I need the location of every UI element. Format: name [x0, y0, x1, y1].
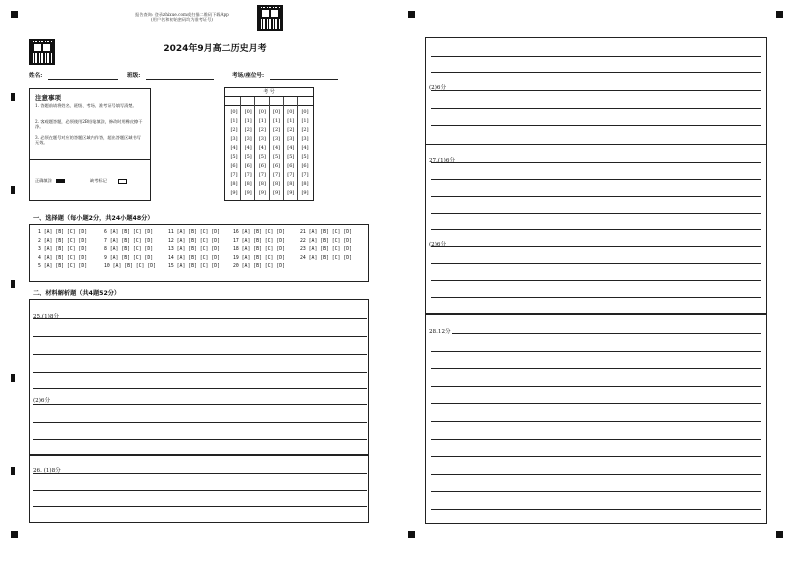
mc-question-group	[168, 229, 220, 272]
mc-question-row[interactable]: 7 [A] [B] [C] [D]	[104, 238, 154, 244]
exam-digit-bubble[interactable]: [7]	[273, 172, 281, 178]
exam-number-column	[228, 108, 240, 198]
answer-line	[431, 491, 761, 492]
mc-answer-box	[29, 224, 369, 282]
mc-question-row[interactable]: 23 [A] [B] [C] [D]	[300, 247, 352, 253]
answer-line	[431, 368, 761, 369]
answer-box-25	[29, 299, 369, 455]
answer-line	[431, 509, 761, 510]
mc-question-row[interactable]: 3 [A] [B] [C] [D]	[38, 247, 88, 253]
name-field[interactable]	[29, 72, 118, 80]
exam-digit-bubble[interactable]: [0]	[258, 109, 266, 115]
report-note-line2: (用户名和初始密码均为准考证号)	[151, 17, 213, 22]
section1-title: 一、选择题（每小题2分，共24小题48分）	[33, 215, 154, 222]
exam-digit-bubble[interactable]: [9]	[301, 190, 309, 196]
notice-item: 2. 客观题答题，必须使用2B铅笔填涂，修改时用橡皮擦干净。	[35, 119, 143, 129]
exam-digit-bubble[interactable]: [6]	[230, 163, 238, 169]
answer-line	[431, 386, 761, 387]
answer-box-26-continued	[425, 37, 767, 145]
q25-1-label: 25.(1)8分	[33, 314, 59, 320]
absent-mark-label: 缺考标记	[90, 178, 127, 184]
mc-question-row[interactable]: 16 [A] [B] [C] [D]	[233, 230, 285, 235]
registration-mark	[11, 531, 18, 538]
exam-digit-bubble[interactable]: [6]	[273, 163, 281, 169]
answer-line	[431, 439, 761, 440]
answer-line	[431, 456, 761, 457]
exam-digit-bubble[interactable]: [2]	[301, 127, 309, 133]
exam-digit-bubble[interactable]: [3]	[244, 136, 252, 142]
exam-digit-bubble[interactable]: [9]	[244, 190, 252, 196]
notice-title: 注意事项	[35, 94, 61, 102]
exam-digit-bubble[interactable]: [4]	[230, 145, 238, 151]
mc-question-row[interactable]: 22 [A] [B] [C] [D]	[300, 238, 352, 244]
exam-title: 2024年9月高二历史月考	[163, 44, 267, 54]
exam-digit-bubble[interactable]: [6]	[301, 163, 309, 169]
answer-line	[431, 351, 761, 352]
answer-line	[431, 333, 761, 334]
exam-digit-bubble[interactable]: [8]	[258, 181, 266, 187]
class-label: 班级:	[127, 73, 141, 79]
mc-question-row[interactable]: 5 [A] [B] [C] [D]	[38, 264, 88, 270]
exam-digit-bubble[interactable]: [4]	[273, 145, 281, 151]
mc-question-row[interactable]: 8 [A] [B] [C] [D]	[104, 247, 154, 253]
exam-digit-bubble[interactable]: [8]	[301, 181, 309, 187]
answer-line	[431, 474, 761, 475]
exam-digit-bubble[interactable]: [5]	[287, 154, 295, 160]
absent-mark-box[interactable]	[118, 179, 127, 184]
exam-digit-bubble[interactable]: [5]	[258, 154, 266, 160]
answer-box-27	[425, 144, 767, 314]
exam-digit-bubble[interactable]: [1]	[301, 118, 309, 124]
mc-question-row[interactable]: 17 [A] [B] [C] [D]	[233, 238, 285, 244]
exam-digit-bubble[interactable]: [5]	[230, 154, 238, 160]
exam-digit-bubble[interactable]: [4]	[258, 145, 266, 151]
mc-question-row[interactable]: 11 [A] [B] [C] [D]	[168, 230, 220, 235]
notice-box	[29, 88, 151, 201]
exam-digit-bubble[interactable]: [1]	[258, 118, 266, 124]
exam-digit-bubble[interactable]: [9]	[230, 190, 238, 196]
exam-digit-bubble[interactable]: [7]	[258, 172, 266, 178]
exam-digit-bubble[interactable]: [3]	[258, 136, 266, 142]
mc-question-row[interactable]: 1 [A] [B] [C] [D]	[38, 230, 88, 235]
exam-number-column	[271, 108, 283, 198]
mc-question-group	[38, 229, 87, 272]
exam-digit-bubble[interactable]: [4]	[287, 145, 295, 151]
exam-digit-bubble[interactable]: [4]	[301, 145, 309, 151]
qr-code-top	[257, 5, 283, 31]
q28-label: 28.12分	[429, 329, 451, 335]
timing-mark	[11, 467, 15, 475]
exam-digit-bubble[interactable]: [2]	[287, 127, 295, 133]
exam-digit-bubble[interactable]: [1]	[287, 118, 295, 124]
exam-digit-bubble[interactable]: [6]	[244, 163, 252, 169]
exam-digit-bubble[interactable]: [8]	[230, 181, 238, 187]
mc-question-row[interactable]: 12 [A] [B] [C] [D]	[168, 238, 220, 244]
q26-2-label: (2)6分	[429, 85, 447, 91]
mc-question-row[interactable]: 21 [A] [B] [C] [D]	[300, 230, 352, 235]
mc-question-row[interactable]: 9 [A] [B] [C] [D]	[104, 255, 154, 261]
answer-line	[431, 421, 761, 422]
report-note-line1: 报告查询: 登录zhixue.com或扫描二维码下载App	[135, 12, 229, 17]
exam-number-column	[285, 108, 297, 198]
exam-digit-bubble[interactable]: [8]	[273, 181, 281, 187]
q27-2-label: (2)6分	[429, 242, 447, 248]
exam-digit-bubble[interactable]: [7]	[230, 172, 238, 178]
exam-digit-bubble[interactable]: [3]	[230, 136, 238, 142]
exam-digit-bubble[interactable]: [4]	[244, 145, 252, 151]
report-note	[112, 12, 252, 22]
notice-item: 1. 答题前请将姓名、班级、考场、准考证号填写清楚。	[35, 103, 137, 108]
exam-digit-bubble[interactable]: [3]	[273, 136, 281, 142]
exam-digit-bubble[interactable]: [9]	[287, 190, 295, 196]
q27-1-label: 27.(1)6分	[429, 158, 455, 164]
exam-digit-bubble[interactable]: [0]	[244, 109, 252, 115]
exam-digit-bubble[interactable]: [9]	[273, 190, 281, 196]
exam-number-header: 考 号	[225, 88, 313, 97]
mc-question-row[interactable]: 15 [A] [B] [C] [D]	[168, 264, 220, 270]
class-field[interactable]	[127, 72, 214, 80]
registration-mark	[776, 531, 783, 538]
registration-mark	[11, 11, 18, 18]
qr-code-left	[29, 39, 55, 65]
exam-digit-bubble[interactable]: [0]	[287, 109, 295, 115]
registration-mark	[776, 11, 783, 18]
mc-question-row[interactable]: 13 [A] [B] [C] [D]	[168, 247, 220, 253]
mc-question-row[interactable]: 10 [A] [B] [C] [D]	[104, 264, 156, 270]
mc-question-row[interactable]: 4 [A] [B] [C] [D]	[38, 255, 88, 261]
mc-question-group	[233, 229, 285, 272]
exam-number-column	[242, 108, 254, 198]
answer-box-26	[29, 455, 369, 523]
exam-digit-bubble[interactable]: [6]	[287, 163, 295, 169]
q26-1-label: 26. (1)8分	[33, 468, 61, 474]
room-seat-field[interactable]	[232, 72, 338, 80]
exam-number-column	[256, 108, 268, 198]
exam-digit-bubble[interactable]: [5]	[244, 154, 252, 160]
correct-fill-label: 正确填涂	[35, 178, 65, 183]
mc-question-row[interactable]: 20 [A] [B] [C] [D]	[233, 264, 285, 270]
exam-digit-bubble[interactable]: [8]	[287, 181, 295, 187]
exam-digit-bubble[interactable]: [7]	[244, 172, 252, 178]
exam-digit-bubble[interactable]: [3]	[301, 136, 309, 142]
exam-digit-bubble[interactable]: [2]	[273, 127, 281, 133]
exam-digit-bubble[interactable]: [8]	[244, 181, 252, 187]
q25-2-label: (2)6分	[33, 398, 51, 404]
exam-digit-bubble[interactable]: [1]	[273, 118, 281, 124]
answer-box-28	[425, 314, 767, 524]
exam-digit-bubble[interactable]: [7]	[301, 172, 309, 178]
exam-digit-bubble[interactable]: [0]	[230, 109, 238, 115]
exam-number-grid	[224, 87, 314, 201]
mc-question-row[interactable]: 24 [A] [B] [C] [D]	[300, 255, 352, 261]
exam-digit-bubble[interactable]: [2]	[258, 127, 266, 133]
mc-question-group	[104, 229, 156, 272]
timing-mark	[11, 374, 15, 382]
exam-digit-bubble[interactable]: [3]	[287, 136, 295, 142]
exam-digit-bubble[interactable]: [1]	[230, 118, 238, 124]
exam-digit-bubble[interactable]: [0]	[301, 109, 309, 115]
timing-mark	[11, 280, 15, 288]
mc-question-row[interactable]: 19 [A] [B] [C] [D]	[233, 255, 285, 261]
mc-question-group	[300, 229, 352, 263]
registration-mark	[408, 11, 415, 18]
mc-question-row[interactable]: 18 [A] [B] [C] [D]	[233, 247, 285, 253]
correct-fill-sample	[56, 179, 65, 183]
exam-digit-bubble[interactable]: [5]	[301, 154, 309, 160]
exam-digit-bubble[interactable]: [6]	[258, 163, 266, 169]
exam-digit-bubble[interactable]: [1]	[244, 118, 252, 124]
name-label: 姓名:	[29, 73, 43, 79]
mc-question-row[interactable]: 6 [A] [B] [C] [D]	[104, 230, 154, 235]
exam-digit-bubble[interactable]: [5]	[273, 154, 281, 160]
mc-question-row[interactable]: 2 [A] [B] [C] [D]	[38, 238, 88, 244]
exam-digit-bubble[interactable]: [2]	[244, 127, 252, 133]
timing-mark	[11, 186, 15, 194]
exam-digit-bubble[interactable]: [2]	[230, 127, 238, 133]
room-seat-label: 考场/座位号:	[232, 73, 265, 79]
registration-mark	[408, 531, 415, 538]
timing-mark	[11, 93, 15, 101]
exam-number-column	[299, 108, 311, 198]
mc-question-row[interactable]: 14 [A] [B] [C] [D]	[168, 255, 220, 261]
exam-digit-bubble[interactable]: [9]	[258, 190, 266, 196]
section2-title: 二、材料解析题（共4题52分）	[33, 290, 121, 297]
exam-digit-bubble[interactable]: [0]	[273, 109, 281, 115]
notice-item: 3. 必须在题号对应的答题区域内作答，超出答题区域书写无效。	[35, 135, 141, 145]
exam-digit-bubble[interactable]: [7]	[287, 172, 295, 178]
answer-line	[431, 403, 761, 404]
